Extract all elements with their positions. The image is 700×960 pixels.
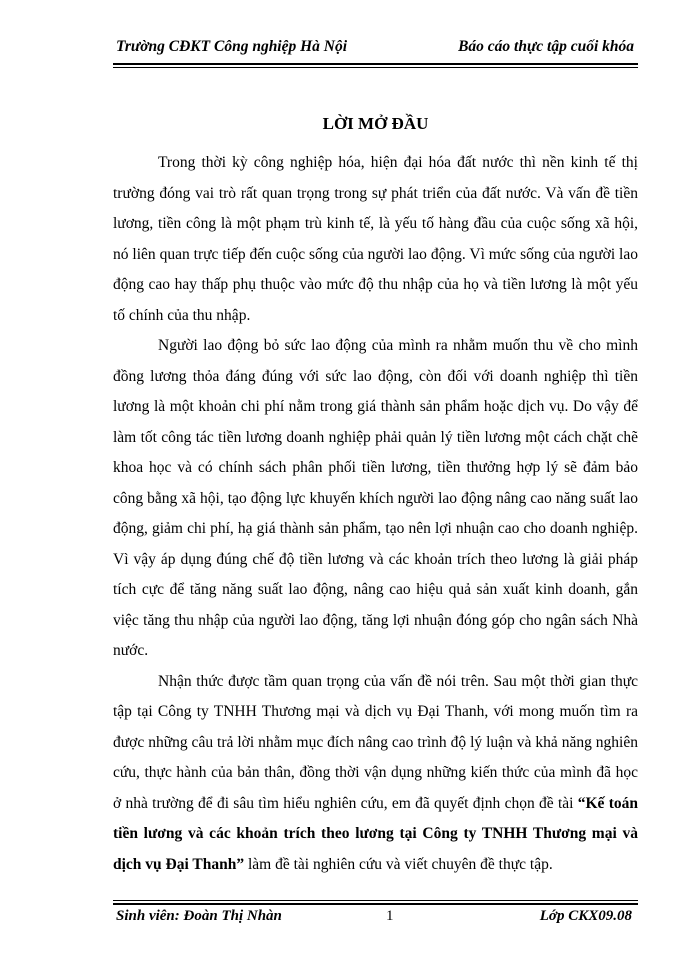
header-rule [113,63,638,65]
paragraph-3-text-before: Nhận thức được tầm quan trọng của vấn đề nói trên. Sau một thời gian thực tập tại Công ty TNHH Thương mại và dịch vụ Đại Thanh, với mong muốn tìm ra được những câu trả lời nhằm mục đích nâng cao trình độ lý luận và khả năng nghiên cứu, thực hành của bản thân, đồng thời vận dụng những kiến thức của mình đã học ở nhà trường để đi sâu tìm hiểu nghiên cứu, em đã quyết định chọn đề tài [113,672,638,812]
footer-page-number: 1 [386,908,394,924]
header-report-title: Báo cáo thực tập cuối khóa [458,38,634,55]
header-rule-secondary [113,67,638,68]
footer-student-name: Sinh viên: Đoàn Thị Nhàn [116,908,282,924]
header-school-name: Trường CĐKT Công nghiệp Hà Nội [116,38,348,55]
footer-class-code: Lớp CKX09.08 [539,908,632,924]
page-title: LỜI MỞ ĐẦU [322,114,429,133]
document-body [113,148,638,880]
footer-rule-secondary [113,900,638,901]
page-header [113,36,638,62]
paragraph-3-text-after: làm đề tài nghiên cứu và viết chuyên đề thực tập. [244,855,553,873]
thesis-topic-emphasis: “Kế toán tiền lương và các khoản trích theo lương tại Công ty TNHH Thương mại và dịch vụ Đại Thanh” [113,794,638,873]
paragraph-2: Người lao động bỏ sức lao động của mình ra nhằm muốn thu về cho mình đồng lương thỏa đáng đúng với sức lao động, còn đối với doanh nghiệp thì tiền lương là một khoản chi phí nằm trong giá thành sản phẩm hoặc dịch vụ. Do vậy để làm tốt công tác tiền lương doanh nghiệp phải quản lý tiền lương một cách chặt chẽ khoa học và có chính sách phân phối tiền lương, tiền thưởng hợp lý sẽ đảm bảo công bằng xã hội, tạo động lực khuyến khích người lao động nâng cao năng suất lao động, giảm chi phí, hạ giá thành sản phẩm, tạo nên lợi nhuận cao cho doanh nghiệp. Vì vậy áp dụng đúng chế độ tiền lương và các khoản trích theo lương là giải pháp tích cực để tăng năng suất lao động, nâng cao hiệu quả sản xuất kinh doanh, gắn việc tăng thu nhập của người lao động, tăng lợi nhuận đóng góp cho ngân sách Nhà nước. [113,337,638,659]
paragraph-1: Trong thời kỳ công nghiệp hóa, hiện đại hóa đất nước thì nền kinh tế thị trường đóng vai trò rất quan trọng trong sự phát triển của đất nước. Và vấn đề tiền lương, tiền công là một phạm trù kinh tế, là yếu tố hàng đầu của cuộc sống xã hội, nó liên quan trực tiếp đến cuộc sống của người lao động. Vì mức sống của người lao động cao hay thấp phụ thuộc vào mức độ thu nhập của họ và tiền lương là một yếu tố chính của thu nhập. [113,154,638,324]
paragraph-3 [113,667,638,881]
page-footer [113,905,638,927]
